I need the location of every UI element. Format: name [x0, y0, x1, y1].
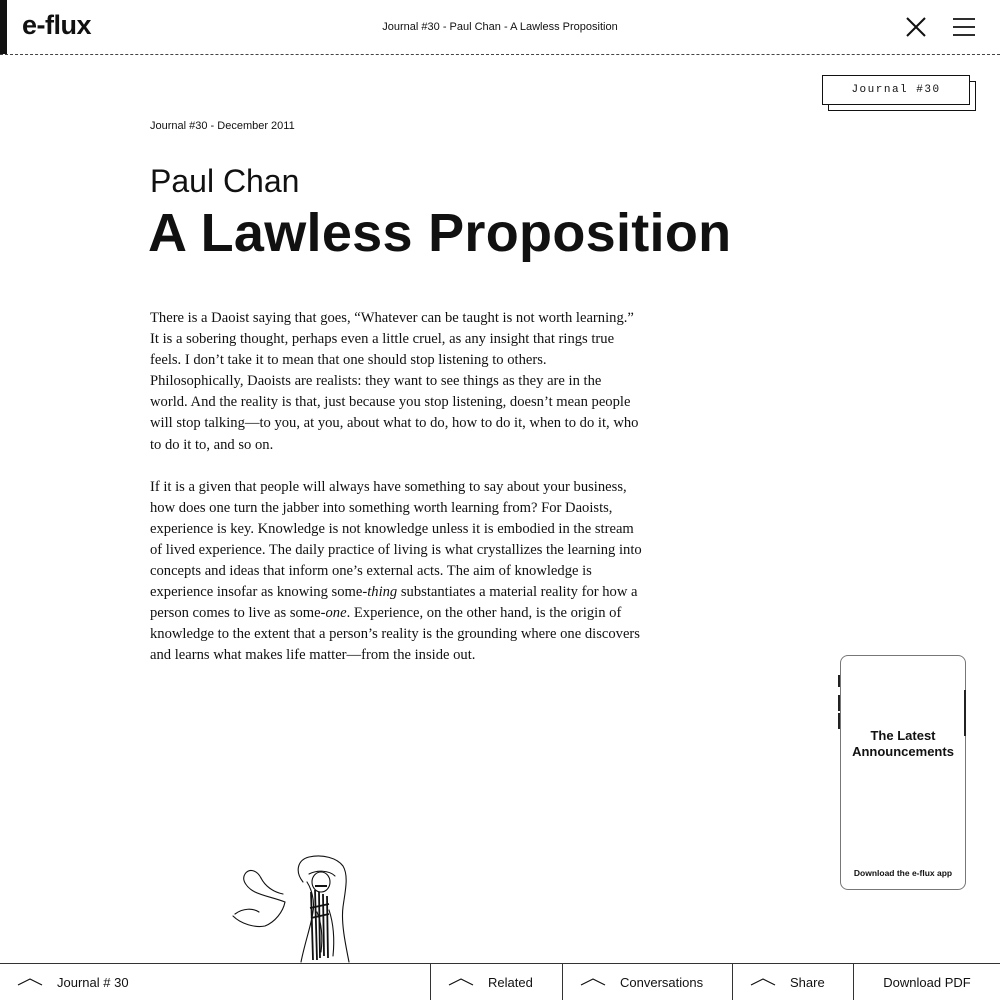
article-body [150, 308, 642, 688]
footer-related-label: Related [488, 974, 533, 990]
footer-conversations-button[interactable] [562, 964, 732, 1000]
phone-side-button [838, 675, 840, 687]
footer-journal-label: Journal # 30 [57, 974, 129, 990]
site-header [0, 0, 1000, 55]
footer-journal-link[interactable] [17, 964, 430, 1000]
announcements-title-line-1: The Latest [870, 728, 936, 743]
phone-side-button [838, 713, 840, 729]
footer-share-label: Share [790, 974, 825, 990]
paragraph-2-part-1: If it is a given that people will always have something to say about your business, how does one turn the jabber into something worth learning from? For Daoists, experience is key. Knowledge is not knowledge unless it is embodied in the stream of lived experience. The daily practice of living is what crystallizes the learning into concepts and ideas that inform one’s external acts. The aim of knowledge is experience insofar as knowing some- [150, 478, 642, 601]
hamburger-menu-icon[interactable] [952, 17, 976, 37]
footer-conversations-label: Conversations [620, 974, 704, 990]
download-pdf-button[interactable] [853, 964, 1000, 1000]
announcements-title [841, 728, 965, 760]
footer-share-button[interactable] [732, 964, 853, 1000]
paragraph-2-emphasis-2: one [325, 605, 347, 622]
paragraph-2-emphasis-1: thing [367, 584, 398, 601]
article-title: A Lawless Proposition [148, 203, 732, 263]
footer-related-button[interactable] [430, 964, 562, 1000]
close-icon[interactable] [905, 16, 927, 38]
article-drawing-image [225, 852, 360, 964]
article-footer-bar [0, 963, 1000, 1000]
paragraph-2-part-3: . Experience, on the other hand, is the origin of knowledge to the extent that a person’s reality is the grounding where one discovers and learns what makes life matter—from the inside out. [150, 605, 640, 664]
announcements-title-line-2: Announcements [852, 744, 954, 759]
download-app-link[interactable]: Download the e-flux app [853, 868, 953, 878]
header-breadcrumb-title: Journal #30 - Paul Chan - A Lawless Proposition [382, 21, 618, 33]
article-author[interactable]: Paul Chan [150, 163, 300, 199]
phone-side-button [964, 690, 966, 736]
issue-date[interactable]: Journal #30 - December 2011 [150, 120, 295, 132]
chevron-up-icon [750, 977, 776, 987]
download-pdf-label: Download PDF [883, 974, 971, 990]
paragraph-1: There is a Daoist saying that goes, “Whatever can be taught is not worth learning.” It is a sobering thought, perhaps even a little cruel, as any insight that rings true feels. I don’t take it to mean that one should stop listening to others. Philosophically, Daoists are realists: they want to see things as they are in the world. And the reality is that, just because you stop listening, doesn’t mean people will stop talking—to you, at you, about what to do, how to do it, when to do it, who to do it to, and so on. [150, 310, 639, 453]
paragraph-2 [150, 477, 642, 667]
journal-button-label[interactable]: Journal #30 [822, 75, 970, 105]
chevron-up-icon [448, 977, 474, 987]
phone-side-button [838, 695, 840, 711]
chevron-up-icon [580, 977, 606, 987]
paragraph-2-part-2: substantiates a material reality for how a person comes to live as some- [150, 584, 638, 622]
chevron-up-icon [17, 977, 43, 987]
site-logo[interactable]: e-flux [22, 10, 92, 40]
journal-issue-button[interactable] [822, 75, 976, 112]
latest-announcements-card[interactable] [840, 655, 966, 890]
